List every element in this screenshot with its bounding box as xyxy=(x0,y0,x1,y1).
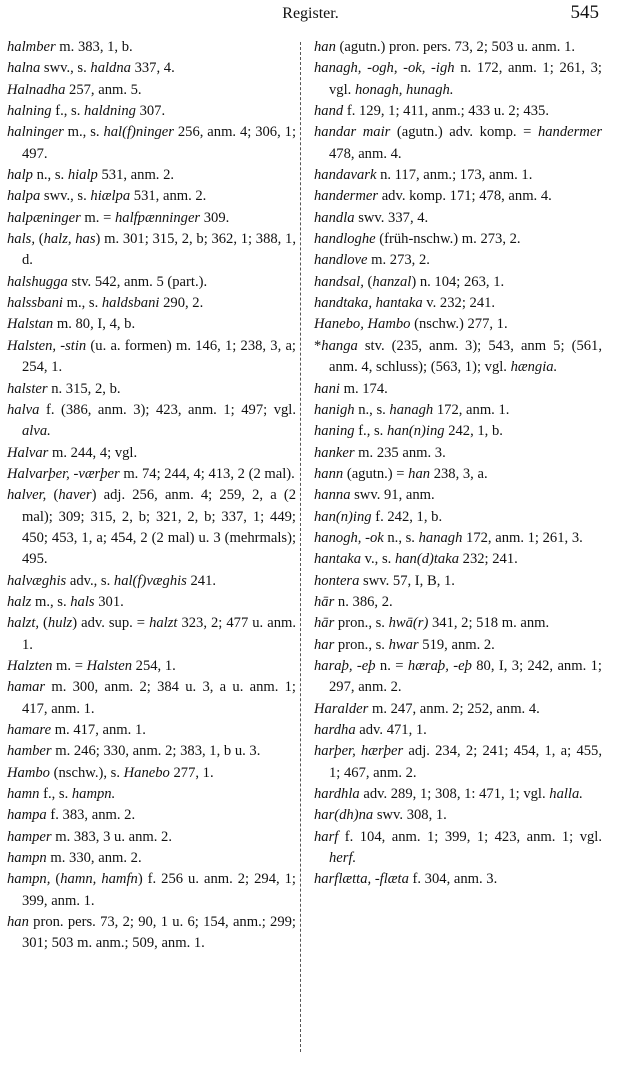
entry-text: 290, 2. xyxy=(159,295,204,312)
index-entry xyxy=(314,741,602,784)
entry-text: m., s. xyxy=(62,295,102,312)
entry-text: han(n)ing xyxy=(386,423,445,440)
index-entry xyxy=(314,592,602,613)
entry-text: n., s. xyxy=(354,401,390,418)
entry-headword: hanagh, -ogh, -ok, -igh xyxy=(314,60,455,77)
index-entry xyxy=(7,336,296,379)
entry-headword: halninger xyxy=(7,124,64,141)
entry-headword: Hambo xyxy=(7,764,50,781)
entry-text: 307. xyxy=(135,103,166,120)
entry-text: haldning xyxy=(84,103,136,120)
entry-headword: harf xyxy=(314,828,339,845)
entry-text: m. 330, anm. 2. xyxy=(46,850,142,867)
index-entry xyxy=(314,443,602,464)
entry-text: halfpænninger xyxy=(114,209,201,226)
index-entry xyxy=(314,464,602,485)
index-entry xyxy=(7,592,296,613)
index-entry xyxy=(314,784,602,805)
entry-text: * xyxy=(314,337,322,354)
entry-text: hiælpa xyxy=(90,188,131,205)
entry-headword: haning xyxy=(314,423,355,440)
entry-text: f. 242, 1, b. xyxy=(371,508,443,525)
index-entry xyxy=(314,549,602,570)
index-entry xyxy=(7,80,296,101)
entry-text: stv. 542, anm. 5 (part.). xyxy=(67,273,208,290)
entry-text: 80, I, 3; 242, anm. 1; 297, anm. 2. xyxy=(329,657,602,696)
entry-headword: handsal, xyxy=(314,273,364,290)
index-entry xyxy=(7,784,296,805)
index-entry xyxy=(314,250,602,271)
entry-text: 531, anm. 2. xyxy=(130,188,207,205)
entry-headword: Halsten, -stin xyxy=(7,337,87,354)
index-entry xyxy=(7,741,296,762)
entry-text: m. 383, 1, b. xyxy=(55,39,133,55)
index-entry xyxy=(314,699,602,720)
entry-text: m., s. xyxy=(31,593,71,610)
index-entry xyxy=(7,827,296,848)
entry-text: f. 104, anm. 1; 399, 1; 423, anm. 1; vgl. xyxy=(338,828,602,845)
entry-headword: hamare xyxy=(7,722,52,738)
entry-text: haldsbani xyxy=(101,295,160,312)
entry-text: 323, 2; 477 u. anm. 1. xyxy=(22,615,296,653)
entry-headword: handermer xyxy=(314,188,379,205)
index-entry xyxy=(7,37,296,58)
entry-headword: hanker xyxy=(314,444,355,461)
entry-headword: hampa xyxy=(7,807,47,824)
entry-headword: hamn xyxy=(7,786,40,803)
entry-text: 172, anm. 1; 261, 3. xyxy=(462,529,583,546)
index-entry xyxy=(314,208,602,229)
entry-text: halzt xyxy=(149,615,178,632)
left-column xyxy=(7,37,296,955)
index-entry xyxy=(314,421,602,442)
running-title: Register. xyxy=(282,5,339,22)
entry-headword: hamper xyxy=(7,828,52,845)
entry-headword: halver, xyxy=(7,487,47,504)
index-entry xyxy=(314,379,602,400)
entry-text: halz, has xyxy=(43,231,96,248)
entry-headword: halna xyxy=(7,60,41,77)
entry-text: f. 304, anm. 3. xyxy=(408,871,498,888)
entry-text: m. 383, 3 u. anm. 2. xyxy=(51,828,172,845)
index-entry xyxy=(7,763,296,784)
entry-headword: halpa xyxy=(7,188,41,205)
entry-text: hal(f)væghis xyxy=(113,572,187,589)
entry-text: f. 383, anm. 2. xyxy=(46,807,136,824)
entry-text: 254, 1. xyxy=(132,657,176,674)
entry-text: (agutn.) pron. pers. 73, 2; 503 u. anm. 1. xyxy=(335,39,576,55)
entry-headword: hampn xyxy=(7,850,47,867)
index-entry xyxy=(314,827,602,870)
entry-text: 277, 1. xyxy=(169,764,214,781)
index-entry xyxy=(7,293,296,314)
entry-headword: hār xyxy=(314,593,335,610)
entry-headword: harþer, hærþer xyxy=(314,743,404,760)
entry-text: swv. 308, 1. xyxy=(373,807,447,824)
entry-headword: Halzten xyxy=(7,657,53,674)
entry-text: v., s. xyxy=(361,551,395,568)
index-entry xyxy=(7,464,296,485)
entry-text: 242, 1, b. xyxy=(444,423,503,440)
entry-headword: halshugga xyxy=(7,273,68,290)
index-entry xyxy=(7,571,296,592)
index-entry xyxy=(314,272,602,293)
index-entry xyxy=(314,507,602,528)
entry-headword: Hanebo, Hambo xyxy=(314,316,411,333)
entry-headword: halmber xyxy=(7,39,56,55)
entry-text: swv. 337, 4. xyxy=(354,209,429,226)
entry-headword: hand xyxy=(314,103,344,120)
entry-headword: hanogh, -ok xyxy=(314,529,384,546)
entry-text: 337, 4. xyxy=(130,60,175,77)
entry-headword: har xyxy=(314,636,335,653)
index-entry xyxy=(7,485,296,570)
entry-text: f., s. xyxy=(51,103,85,120)
entry-text: hals xyxy=(70,593,95,610)
entry-headword: halssbani xyxy=(7,295,63,312)
entry-text: f. (386, anm. 3); 423, anm. 1; 497; vgl. xyxy=(39,401,296,418)
entry-headword: haraþ, -eþ xyxy=(314,657,376,674)
entry-text: 172, anm. 1. xyxy=(433,401,510,418)
index-entry xyxy=(314,656,602,699)
entry-headword: hani xyxy=(314,380,340,397)
entry-text: han(d)taka xyxy=(394,551,459,568)
entry-text: swv. 91, anm. xyxy=(350,487,435,504)
index-entry xyxy=(7,912,296,955)
entry-text: m. 247, anm. 2; 252, anm. 4. xyxy=(368,700,540,717)
entry-text: adv. 471, 1. xyxy=(355,722,427,738)
entry-headword: hontera xyxy=(314,572,360,589)
entry-text: 238, 3, a. xyxy=(430,465,488,482)
entry-headword: halning xyxy=(7,103,52,120)
entry-text: m., s. xyxy=(63,124,104,141)
entry-text: 519, anm. 2. xyxy=(418,636,495,653)
entry-text: m. = xyxy=(52,657,87,674)
entry-text: pron., s. xyxy=(334,615,389,632)
entry-text: stv. (235, anm. 3); 543, anm 5; (561, anm. 4, schluss); (563, 1); vgl. xyxy=(329,337,602,376)
index-entry xyxy=(7,677,296,720)
entry-headword: halp xyxy=(7,167,33,184)
index-entry xyxy=(7,272,296,293)
entry-headword: harflætta, -flæta xyxy=(314,871,409,888)
entry-text: Hanebo xyxy=(123,764,170,781)
index-entry xyxy=(7,314,296,335)
index-entry xyxy=(314,528,602,549)
entry-headword: hann xyxy=(314,465,344,482)
entry-text: hwar xyxy=(388,636,419,653)
entry-text: swv., s. xyxy=(40,188,91,205)
index-entry xyxy=(7,656,296,677)
index-entry xyxy=(314,336,602,379)
entry-text: alva. xyxy=(22,423,51,440)
entry-headword: handla xyxy=(314,209,355,226)
entry-text: herf. xyxy=(329,850,357,867)
entry-text: ( xyxy=(39,615,48,632)
entry-text: adj. 234, 2; 241; 454, 1, a; 455, 1; 467, anm. 2. xyxy=(329,743,602,781)
entry-text: (u. a. formen) m. 146, 1; 238, 3, a; 254, 1. xyxy=(22,337,296,376)
entry-text: (agutn.) = xyxy=(343,465,409,482)
entry-text: f., s. xyxy=(39,786,72,803)
entry-text: n. 172, anm. 1; 261, 3; vgl. xyxy=(329,60,602,98)
entry-text: m. 235 anm. 3. xyxy=(354,444,446,461)
index-entry xyxy=(314,571,602,592)
entry-headword: halpæninger xyxy=(7,209,81,226)
entry-text: m. = xyxy=(80,209,115,226)
entry-headword: hanigh xyxy=(314,401,355,418)
entry-text: Halsten xyxy=(86,657,132,674)
entry-text: hampn. xyxy=(71,786,116,803)
entry-text: ( xyxy=(34,231,44,248)
index-entry xyxy=(7,720,296,741)
index-entry xyxy=(7,613,296,656)
entry-headword: Haralder xyxy=(314,700,369,717)
page-header xyxy=(0,2,621,26)
entry-text: m. 80, I, 4, b. xyxy=(53,316,136,333)
entry-text: adv., s. xyxy=(66,572,114,589)
index-entry xyxy=(7,122,296,165)
entry-text: swv. 57, I, B, 1. xyxy=(359,572,455,589)
index-entry xyxy=(314,58,602,101)
index-entry xyxy=(7,379,296,400)
entry-text: (agutn.) adv. komp. = xyxy=(390,124,538,141)
entry-headword: hampn, xyxy=(7,871,51,888)
entry-headword: han xyxy=(7,914,29,931)
entry-text: pron. pers. 73, 2; 90, 1 u. 6; 154, anm.; 299; 301; 503 m. anm.; 509, anm. 1. xyxy=(22,914,296,952)
entry-text: 478, anm. 4. xyxy=(329,145,402,162)
entry-text: hamn, hamfn xyxy=(60,871,138,888)
entry-text: hanagh xyxy=(418,529,463,546)
index-entry xyxy=(314,122,602,165)
index-entry xyxy=(7,208,296,229)
entry-text: n. 386, 2. xyxy=(334,593,393,610)
entry-text: 256, anm. 4; 306, 1; 497. xyxy=(22,124,296,162)
index-entry xyxy=(314,165,602,186)
entry-headword: handlove xyxy=(314,252,368,269)
entry-headword: hardhla xyxy=(314,786,360,803)
entry-text: ) adv. sup. = xyxy=(72,615,150,632)
entry-text: 241. xyxy=(186,572,217,589)
entry-text: 309. xyxy=(200,209,230,226)
entry-headword: Halvar xyxy=(7,444,49,461)
entry-text: ( xyxy=(363,273,373,290)
index-entry xyxy=(7,58,296,79)
entry-text: 531, anm. 2. xyxy=(97,167,175,184)
entry-text: n. 315, 2, b. xyxy=(47,380,121,397)
entry-headword: Halstan xyxy=(7,316,54,333)
index-entry xyxy=(314,613,602,634)
entry-text: adv. 289, 1; 308, 1: 471, 1; vgl. xyxy=(359,786,550,803)
right-column xyxy=(314,37,602,891)
entry-headword: hals, xyxy=(7,231,35,248)
index-entry xyxy=(7,400,296,443)
entry-text: hanagh xyxy=(389,401,434,418)
entry-text: (nschw.), s. xyxy=(49,764,124,781)
entry-text: n. 117, anm.; 173, anm. 1. xyxy=(376,167,533,184)
index-entry xyxy=(7,805,296,826)
entry-headword: handloghe xyxy=(314,231,376,248)
entry-text: haver xyxy=(58,487,92,504)
entry-text: ( xyxy=(50,871,61,888)
entry-headword: han(n)ing xyxy=(314,508,372,525)
entry-text: handermer xyxy=(537,124,602,141)
index-entry xyxy=(314,400,602,421)
entry-text: ) n. 104; 263, 1. xyxy=(411,273,505,290)
entry-headword: hardha xyxy=(314,722,356,738)
entry-text: hængia. xyxy=(510,359,558,376)
index-entry xyxy=(7,848,296,869)
entry-text: ) m. 301; 315, 2, b; 362, 1; 388, 1, d. xyxy=(22,231,296,269)
index-entry xyxy=(314,229,602,250)
index-entry xyxy=(314,101,602,122)
entry-text: pron., s. xyxy=(334,636,389,653)
entry-text: f., s. xyxy=(354,423,387,440)
entry-text: 301. xyxy=(94,593,124,610)
index-entry xyxy=(314,314,602,335)
entry-headword: Halvarþer, -værþer xyxy=(7,465,120,482)
index-entry xyxy=(7,229,296,272)
entry-headword: hār xyxy=(314,615,335,632)
entry-text: hanzal xyxy=(372,273,412,290)
entry-text: (früh-nschw.) m. 273, 2. xyxy=(375,231,521,248)
index-entry xyxy=(314,37,602,58)
entry-headword: handavark xyxy=(314,167,377,184)
entry-text: m. 244, 4; vgl. xyxy=(48,444,138,461)
entry-headword: han xyxy=(314,39,336,55)
index-entry xyxy=(7,443,296,464)
entry-headword: hantaka xyxy=(314,551,362,568)
entry-headword: Halnadha xyxy=(7,81,66,98)
entry-text: m. 74; 244, 4; 413, 2 (2 mal). xyxy=(119,465,295,482)
column-divider xyxy=(300,42,301,1052)
entry-headword: halzt, xyxy=(7,615,40,632)
entry-text: m. 417, anm. 1. xyxy=(51,722,146,738)
page-number: 545 xyxy=(570,2,599,23)
entry-text: 257, anm. 5. xyxy=(65,81,142,98)
entry-headword: halva xyxy=(7,401,40,418)
entry-headword: hamar xyxy=(7,679,46,696)
index-entry xyxy=(7,869,296,912)
entry-text: v. 232; 241. xyxy=(422,295,496,312)
entry-text: m. 300, anm. 2; 384 u. 3, a u. anm. 1; 417, anm. 1. xyxy=(22,679,296,717)
entry-text: m. 246; 330, anm. 2; 383, 1, b u. 3. xyxy=(51,743,261,760)
entry-headword: halz xyxy=(7,593,32,610)
entry-text: n., s. xyxy=(383,529,419,546)
entry-headword: handar mair xyxy=(314,124,391,141)
entry-headword: handtaka, hantaka xyxy=(314,295,423,312)
entry-headword: halster xyxy=(7,380,48,397)
entry-text: ) adj. 256, anm. 4; 259, 2, a (2 mal); 309; 315, 2, b; 321, 2, b; 337, 1; 449; 450; 453, 1, a; 454, 2 (2 mal) u. 3 (mehrmals); 495. xyxy=(22,487,296,568)
entry-text: swv., s. xyxy=(40,60,91,77)
entry-text: ) f. 256 u. anm. 2; 294, 1; 399, anm. 1. xyxy=(22,871,296,909)
entry-text: han xyxy=(408,465,431,482)
entry-text: f. 129, 1; 411, anm.; 433 u. 2; 435. xyxy=(343,103,549,120)
entry-headword: har(dh)na xyxy=(314,807,374,824)
index-entry xyxy=(7,186,296,207)
index-entry xyxy=(314,635,602,656)
entry-text: hanga xyxy=(321,337,358,354)
index-entry xyxy=(7,101,296,122)
index-entry xyxy=(314,720,602,741)
entry-headword: hanna xyxy=(314,487,351,504)
entry-text: m. 174. xyxy=(339,380,388,397)
index-entry xyxy=(314,186,602,207)
entry-text: ( xyxy=(46,487,59,504)
entry-text: hialp xyxy=(67,167,98,184)
entry-text: 232; 241. xyxy=(459,551,518,568)
entry-headword: hamber xyxy=(7,743,52,760)
entry-text: hwā(r) xyxy=(388,615,429,632)
entry-text: halla. xyxy=(549,786,583,803)
entry-text: (nschw.) 277, 1. xyxy=(410,316,508,333)
entry-text: 341, 2; 518 m. anm. xyxy=(428,615,550,632)
index-entry xyxy=(314,293,602,314)
index-entry xyxy=(7,165,296,186)
entry-text: hæraþ, -eþ xyxy=(407,657,472,674)
index-entry xyxy=(314,485,602,506)
index-entry xyxy=(314,869,602,890)
entry-text: hulz xyxy=(47,615,73,632)
entry-text: m. 273, 2. xyxy=(367,252,430,269)
entry-text: n., s. xyxy=(32,167,68,184)
index-entry xyxy=(314,805,602,826)
entry-text: haldna xyxy=(90,60,131,77)
entry-text: n. = xyxy=(375,657,408,674)
entry-text: hal(f)ninger xyxy=(103,124,174,141)
entry-text: honagh, hunagh. xyxy=(354,81,454,98)
entry-text: adv. komp. 171; 478, anm. 4. xyxy=(378,188,552,205)
entry-headword: halvæghis xyxy=(7,572,67,589)
